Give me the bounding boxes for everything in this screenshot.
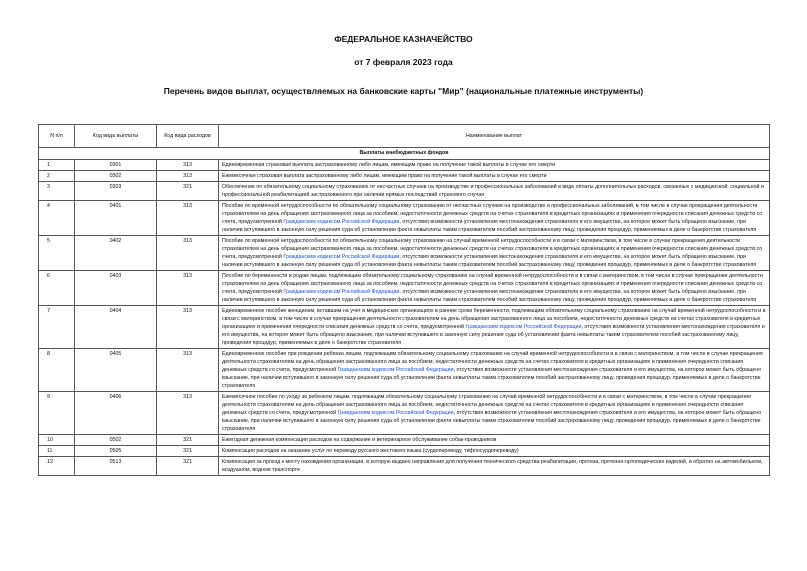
expense-code-cell: 321 <box>157 182 219 201</box>
expense-code-cell: 313 <box>157 160 219 171</box>
table-row <box>39 457 770 476</box>
section-title: Выплаты внебюджетных фондов <box>39 148 770 160</box>
civil-code-link[interactable]: Гражданским кодексом Российской Федерации <box>337 367 454 373</box>
expense-code-cell: 313 <box>157 306 219 349</box>
payment-name-text: , отсутствия возможности установления местонахождения страхователя и его имущества, на которое может быть обращено взыскание, при наличии вступившего в законную силу решения суда об установлении факта невыплаты таким страхователем пособий застрахованному лицу, проведения процедур, применяемых в деле о банкротстве страхователя <box>222 367 762 389</box>
document-date: от 7 февраля 2023 года <box>354 57 453 67</box>
payment-name-text: Компенсация за проезд к месту нахождения организации, в которую выдано направление для получения технического средства реабилитации, протеза, протезно-ортопедических изделий, и обратно на автомобильном, воздушном, водном транспорте <box>222 459 763 473</box>
payment-name-cell <box>219 435 770 446</box>
payment-name-cell <box>219 349 770 392</box>
table-row <box>39 160 770 171</box>
payment-name-cell <box>219 271 770 306</box>
payment-code-cell: 0302 <box>75 171 157 182</box>
payment-code-cell: 0513 <box>75 457 157 476</box>
payment-code-cell: 0403 <box>75 271 157 306</box>
payment-code-cell: 0303 <box>75 182 157 201</box>
payment-name-cell <box>219 171 770 182</box>
section-row <box>39 148 770 160</box>
expense-code-cell: 313 <box>157 392 219 435</box>
expense-code-cell: 321 <box>157 457 219 476</box>
column-header-number: N п/п <box>39 125 75 148</box>
civil-code-link[interactable]: Гражданским кодексом Российской Федерации <box>465 324 582 330</box>
civil-code-link[interactable]: Гражданским кодексом Российской Федерации <box>283 254 400 260</box>
payment-name-cell <box>219 306 770 349</box>
payment-name-text: , отсутствия возможности установления местонахождения страхователя и его имущества, на которое может быть обращено взыскание, при наличии вступившего в законную силу решения суда об установлении факта невыплаты таким страхователем пособий застрахованному лицу, проведения процедур, применяемых в деле о банкротстве страхователя <box>222 410 762 432</box>
document-title: Перечень видов выплат, осуществляемых на банковские карты "Мир" (национальные платежные инструменты) <box>163 86 644 96</box>
row-number-cell: 2 <box>39 171 75 182</box>
row-number-cell: 1 <box>39 160 75 171</box>
payment-name-text: Компенсация расходов на оказание услуг по переводу русского жестового языка (сурдопереводу, тифлосурдопереводу) <box>222 448 519 454</box>
row-number-cell: 12 <box>39 457 75 476</box>
row-number-cell: 9 <box>39 392 75 435</box>
table-row <box>39 306 770 349</box>
table-row <box>39 201 770 236</box>
payment-code-cell: 0406 <box>75 392 157 435</box>
payment-name-text: , отсутствия возможности установления местонахождения страхователя и его имущества, на которое может быть обращено взыскание, при наличии вступившего в законную силу решения суда об установлении факта невыплаты таким страхователем пособий застрахованному лицу, проведения процедур, применяемых в деле о банкротстве страхователя <box>222 324 765 346</box>
row-number-cell: 11 <box>39 446 75 457</box>
table-row <box>39 446 770 457</box>
row-number-cell: 4 <box>39 201 75 236</box>
payment-name-cell <box>219 201 770 236</box>
table-row <box>39 236 770 271</box>
payment-code-cell: 0505 <box>75 446 157 457</box>
column-header-payment-name: Наименование выплат <box>219 125 770 148</box>
payment-name-cell <box>219 392 770 435</box>
column-header-payment-code: Код вида выплаты <box>75 125 157 148</box>
row-number-cell: 5 <box>39 236 75 271</box>
expense-code-cell: 313 <box>157 271 219 306</box>
payment-name-text: Ежегодная денежная компенсация расходов на содержание и ветеринарное обслуживание собак-проводников <box>222 437 497 443</box>
payment-name-text: Пособие по беременности и родам лицам, подлежащим обязательному социальному страхованию на случай временной нетрудоспособности и в связи с материнством, в том числе в случае прекращения деятельности страхователем на день обращения застрахованного лица за пособием, недостаточности денежных средств на счетах страхователя в кредитных организациях и применения очередности списания денежных средств со счета, предусмотренной <box>222 273 763 295</box>
payment-name-text: Ежемесячная страховая выплата застрахованному либо лицам, имеющим право на получение такой выплаты в случае его смерти <box>222 173 547 179</box>
civil-code-link[interactable]: Гражданским кодексом Российской Федерации <box>283 289 400 295</box>
row-number-cell: 3 <box>39 182 75 201</box>
payment-code-cell: 0402 <box>75 236 157 271</box>
payment-name-text: Единовременное пособие женщинам, вставшим на учет в медицинских организациях в ранние сроки беременности, подлежащим обязательному социальному страхованию на случай временной нетрудоспособности и в связи с материнством, в том числе в случае прекращения деятельности страхователем на день обращения застрахованного лица за пособием, недостаточности денежных средств на счетах страхователя в кредитных организациях и применения очередности списания денежных средств со счета, предусмотренной <box>222 308 766 330</box>
payment-name-cell <box>219 236 770 271</box>
payment-code-cell: 0502 <box>75 435 157 446</box>
row-number-cell: 8 <box>39 349 75 392</box>
payment-code-cell: 0301 <box>75 160 157 171</box>
expense-code-cell: 313 <box>157 171 219 182</box>
table-row <box>39 435 770 446</box>
table-row <box>39 271 770 306</box>
row-number-cell: 6 <box>39 271 75 306</box>
expense-code-cell: 313 <box>157 236 219 271</box>
payment-code-cell: 0405 <box>75 349 157 392</box>
org-title: ФЕДЕРАЛЬНОЕ КАЗНАЧЕЙСТВО <box>334 34 473 44</box>
payment-name-text: Единовременное пособие при рождении ребенка лицам, подлежащим обязательному социальному страхованию на случай временной нетрудоспособности и в связи с материнством, в том числе в случае прекращения деятельности страхователем на день обращения застрахованного лица за пособием, недостаточности денежных средств на счетах страхователя в кредитных организациях и применения очередности списания денежных средств со счета, предусмотренной <box>222 351 763 373</box>
payment-name-cell <box>219 446 770 457</box>
civil-code-link[interactable]: Гражданским кодексом Российской Федерации <box>283 219 400 225</box>
table-row <box>39 349 770 392</box>
payment-name-text: Единовременная страховая выплата застрахованному либо лицам, имеющим право на получение такой выплаты в случае его смерти <box>222 162 556 168</box>
payment-name-cell <box>219 182 770 201</box>
payment-name-cell <box>219 160 770 171</box>
table-row <box>39 182 770 201</box>
row-number-cell: 7 <box>39 306 75 349</box>
payment-name-text: , отсутствия возможности установления местонахождения страхователя и его имущества, на которое может быть обращено взыскание, при наличии вступившего в законную силу решения суда об установлении факта невыплаты таким страхователем пособий застрахованному лицу, проведения процедур, применяемых в деле о банкротстве страхователя <box>222 219 757 233</box>
payment-name-cell <box>219 457 770 476</box>
row-number-cell: 10 <box>39 435 75 446</box>
table-row <box>39 171 770 182</box>
payment-code-cell: 0404 <box>75 306 157 349</box>
expense-code-cell: 313 <box>157 201 219 236</box>
column-header-expense-code: Код вида расходов <box>157 125 219 148</box>
expense-code-cell: 321 <box>157 446 219 457</box>
civil-code-link[interactable]: Гражданским кодексом Российской Федерации <box>337 410 454 416</box>
table-header-row <box>39 125 770 148</box>
payment-name-text: Ежемесячное пособие по уходу за ребенком лицам, подлежащим обязательному социальному страхованию на случай временной нетрудоспособности и в связи с материнством, в том числе в случае прекращения деятельности страхователем на день обращения застрахованного лица за пособием, недостаточности денежных средств на счетах страхователя в кредитных организациях и применения очередности списания денежных средств со счета, предусмотренной <box>222 394 751 416</box>
table-row <box>39 392 770 435</box>
payment-name-text: Обеспечение по обязательному социальному страхованию от несчастных случаев на производстве и профессиональных заболеваний в виде оплаты дополнительных расходов, связанных с медицинской, социальной и профессиональной реабилитацией застрахованного при наличии прямых последствий страхового случая <box>222 184 764 198</box>
payment-name-text: Пособие по временной нетрудоспособности по обязательному социальному страхованию на случай временной нетрудоспособности и в связи с материнством, в том числе в случае прекращения деятельности страхователем на день обращения застрахованного лица за пособием, недостаточности денежных средств на счетах страхователя в кредитных организациях и применения очередности списания денежных средств со счета, предусмотренной <box>222 238 763 260</box>
expense-code-cell: 313 <box>157 349 219 392</box>
payment-code-cell: 0401 <box>75 201 157 236</box>
expense-code-cell: 321 <box>157 435 219 446</box>
payments-table <box>38 124 770 476</box>
payment-name-text: , отсутствия возможности установления местонахождения страхователя и его имущества, на которое может быть обращено взыскание, при наличии вступившего в законную силу решения суда об установлении факта невыплаты таким страхователем пособий застрахованному лицу, проведения процедур, применяемых в деле о банкротстве страхователя <box>222 289 757 303</box>
payment-name-text: Пособие по временной нетрудоспособности по обязательному социальному страхованию от несчастных случаев на производстве и профессиональных заболеваний, в том числе в случае прекращения деятельности страхователем на день обращения застрахованного лица за пособием, недостаточности денежных средств на счетах страхователя в кредитных организациях и применения очередности списания денежных средств со счета, предусмотренной <box>222 203 763 225</box>
payment-name-text: , отсутствия возможности установления местонахождения страхователя и его имущества, на которое может быть обращено взыскание, при наличии вступившего в законную силу решения суда об установлении факта невыплаты таким страхователем пособий застрахованному лицу, проведения процедур, применяемых в деле о банкротстве страхователя <box>222 254 757 268</box>
